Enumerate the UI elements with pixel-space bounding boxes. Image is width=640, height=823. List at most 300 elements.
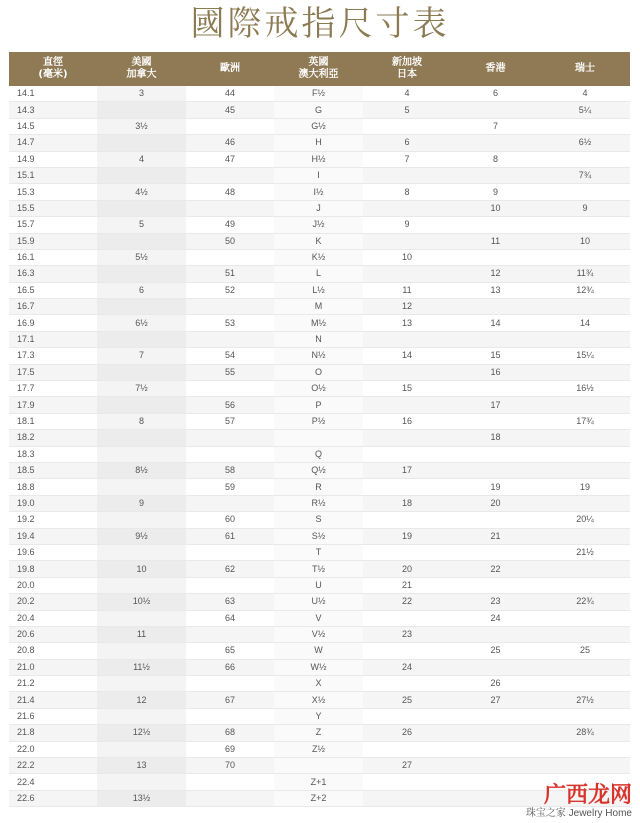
table-cell: 12¾ — [540, 282, 630, 298]
table-cell — [97, 331, 186, 347]
table-row — [9, 348, 630, 364]
table-cell: 16.9 — [9, 315, 97, 331]
table-cell — [451, 446, 540, 462]
table-cell: 65 — [186, 643, 274, 659]
table-cell: 19 — [363, 528, 451, 544]
table-cell: 67 — [186, 692, 274, 708]
table-cell: V½ — [274, 626, 363, 642]
table-cell: T½ — [274, 561, 363, 577]
table-cell — [540, 741, 630, 757]
table-cell — [451, 135, 540, 151]
column-header — [186, 52, 274, 86]
table-cell: 13 — [451, 282, 540, 298]
table-cell — [97, 266, 186, 282]
table-cell: 24 — [451, 610, 540, 626]
table-cell: 4 — [363, 86, 451, 102]
table-cell: M — [274, 299, 363, 315]
table-cell — [274, 758, 363, 774]
table-cell: P½ — [274, 413, 363, 429]
table-row — [9, 249, 630, 265]
table-cell: 19.2 — [9, 512, 97, 528]
table-cell: 16 — [363, 413, 451, 429]
table-cell: 7¾ — [540, 167, 630, 183]
table-cell: 18.1 — [9, 413, 97, 429]
column-header — [451, 52, 540, 86]
table-cell: Q½ — [274, 462, 363, 478]
table-cell — [540, 249, 630, 265]
table-cell: 64 — [186, 610, 274, 626]
table-cell: 9½ — [97, 528, 186, 544]
table-cell: 9 — [363, 217, 451, 233]
table-cell: 17.1 — [9, 331, 97, 347]
table-cell — [540, 577, 630, 593]
table-cell — [540, 118, 630, 134]
table-cell — [540, 561, 630, 577]
table-cell: 20.4 — [9, 610, 97, 626]
table-cell — [186, 577, 274, 593]
table-cell: 5 — [97, 217, 186, 233]
table-cell: 18 — [363, 495, 451, 511]
table-cell — [186, 774, 274, 790]
table-cell: 27 — [363, 758, 451, 774]
table-cell: 60 — [186, 512, 274, 528]
table-cell: 10 — [451, 200, 540, 216]
table-cell: 7½ — [97, 381, 186, 397]
table-cell: 21.2 — [9, 676, 97, 692]
table-cell: 6½ — [540, 135, 630, 151]
table-cell: 5¼ — [540, 102, 630, 118]
table-cell — [451, 659, 540, 675]
table-cell: 20¼ — [540, 512, 630, 528]
table-cell: 18 — [451, 430, 540, 446]
table-cell — [451, 741, 540, 757]
table-cell: 20.2 — [9, 594, 97, 610]
table-cell: 14.1 — [9, 86, 97, 102]
table-cell: 11 — [451, 233, 540, 249]
table-cell — [97, 299, 186, 315]
table-cell: 4½ — [97, 184, 186, 200]
table-cell — [186, 167, 274, 183]
table-cell: 15 — [363, 381, 451, 397]
table-cell: 11 — [363, 282, 451, 298]
table-cell: 70 — [186, 758, 274, 774]
table-row — [9, 413, 630, 429]
table-cell — [97, 676, 186, 692]
watermark-brand: 广西龙网 — [543, 783, 632, 808]
table-row — [9, 118, 630, 134]
table-cell: U½ — [274, 594, 363, 610]
table-cell: 14.9 — [9, 151, 97, 167]
table-cell: 17 — [363, 462, 451, 478]
table-row — [9, 495, 630, 511]
watermark-subtitle: 珠宝之家 Jewelry Home — [525, 808, 632, 819]
table-cell: 22 — [451, 561, 540, 577]
table-cell — [186, 544, 274, 560]
table-cell: W½ — [274, 659, 363, 675]
table-row — [9, 331, 630, 347]
table-cell — [186, 249, 274, 265]
table-row — [9, 217, 630, 233]
column-header — [9, 52, 97, 86]
table-cell: 55 — [186, 364, 274, 380]
table-cell — [363, 741, 451, 757]
table-row — [9, 512, 630, 528]
table-row — [9, 151, 630, 167]
table-cell — [363, 790, 451, 806]
column-header — [274, 52, 363, 86]
table-cell: 10 — [363, 249, 451, 265]
table-cell: 21.8 — [9, 725, 97, 741]
table-row — [9, 626, 630, 642]
table-cell: J — [274, 200, 363, 216]
table-cell — [451, 626, 540, 642]
table-cell — [363, 512, 451, 528]
table-row — [9, 167, 630, 183]
table-cell: 21 — [363, 577, 451, 593]
table-cell: 28¾ — [540, 725, 630, 741]
table-cell — [363, 266, 451, 282]
table-cell: 15.7 — [9, 217, 97, 233]
table-cell: X½ — [274, 692, 363, 708]
table-cell: O½ — [274, 381, 363, 397]
table-cell: 14.5 — [9, 118, 97, 134]
column-header-line: (毫米) — [38, 69, 68, 80]
table-cell: 21 — [451, 528, 540, 544]
table-cell: 20 — [363, 561, 451, 577]
table-cell — [540, 758, 630, 774]
table-cell: F½ — [274, 86, 363, 102]
table-row — [9, 446, 630, 462]
table-cell — [363, 331, 451, 347]
table-cell — [97, 233, 186, 249]
table-cell: 22 — [363, 594, 451, 610]
column-header-line: 日本 — [397, 69, 417, 80]
table-cell — [363, 200, 451, 216]
table-cell — [363, 167, 451, 183]
table-cell: 16.7 — [9, 299, 97, 315]
table-cell: X — [274, 676, 363, 692]
table-cell — [540, 528, 630, 544]
table-cell — [363, 544, 451, 560]
table-cell: 15 — [451, 348, 540, 364]
table-cell: R — [274, 479, 363, 495]
table-cell — [540, 430, 630, 446]
table-row — [9, 102, 630, 118]
table-row — [9, 135, 630, 151]
table-cell: 12 — [451, 266, 540, 282]
table-row — [9, 528, 630, 544]
table-cell: 6½ — [97, 315, 186, 331]
table-row — [9, 299, 630, 315]
table-cell: 11½ — [97, 659, 186, 675]
table-cell — [97, 708, 186, 724]
table-cell: 17¾ — [540, 413, 630, 429]
table-cell: 16½ — [540, 381, 630, 397]
table-cell: 17.3 — [9, 348, 97, 364]
table-cell: 56 — [186, 397, 274, 413]
table-row — [9, 741, 630, 757]
table-cell: N — [274, 331, 363, 347]
table-cell — [451, 462, 540, 478]
table-cell: 8½ — [97, 462, 186, 478]
table-cell — [186, 626, 274, 642]
table-cell — [451, 725, 540, 741]
table-cell: K½ — [274, 249, 363, 265]
table-cell: 12 — [363, 299, 451, 315]
table-cell — [451, 544, 540, 560]
table-cell: 18.5 — [9, 462, 97, 478]
table-row — [9, 184, 630, 200]
table-cell: 18.2 — [9, 430, 97, 446]
table-row — [9, 266, 630, 282]
table-cell: Y — [274, 708, 363, 724]
table-cell — [363, 774, 451, 790]
table-cell — [540, 708, 630, 724]
table-cell: 18.3 — [9, 446, 97, 462]
column-header-line: 新加坡 — [392, 57, 422, 68]
table-cell: 10 — [540, 233, 630, 249]
table-cell: I½ — [274, 184, 363, 200]
table-cell: 50 — [186, 233, 274, 249]
table-cell: 25 — [540, 643, 630, 659]
table-cell: 14 — [363, 348, 451, 364]
table-cell: 26 — [451, 676, 540, 692]
table-cell: 17.7 — [9, 381, 97, 397]
table-cell: 46 — [186, 135, 274, 151]
table-cell: 52 — [186, 282, 274, 298]
table-cell: 57 — [186, 413, 274, 429]
table-cell — [451, 249, 540, 265]
table-cell: 15.1 — [9, 167, 97, 183]
table-cell: 19 — [451, 479, 540, 495]
table-cell: 17 — [451, 397, 540, 413]
table-cell: W — [274, 643, 363, 659]
table-cell: 13 — [363, 315, 451, 331]
table-cell — [97, 577, 186, 593]
table-cell: H — [274, 135, 363, 151]
table-row — [9, 430, 630, 446]
table-cell — [363, 479, 451, 495]
table-cell: 23 — [363, 626, 451, 642]
table-cell — [540, 626, 630, 642]
column-header — [540, 52, 630, 86]
table-cell — [186, 200, 274, 216]
table-cell: 21.4 — [9, 692, 97, 708]
table-cell: U — [274, 577, 363, 593]
table-row — [9, 676, 630, 692]
column-header-line: 香港 — [485, 63, 506, 74]
table-cell — [186, 118, 274, 134]
table-cell: 27½ — [540, 692, 630, 708]
table-cell — [363, 118, 451, 134]
table-cell — [451, 167, 540, 183]
table-cell: 9 — [451, 184, 540, 200]
table-cell: K — [274, 233, 363, 249]
table-cell: L½ — [274, 282, 363, 298]
table-cell: 16.5 — [9, 282, 97, 298]
table-cell: T — [274, 544, 363, 560]
table-cell — [540, 331, 630, 347]
table-cell: 10½ — [97, 594, 186, 610]
table-row — [9, 479, 630, 495]
table-row — [9, 692, 630, 708]
table-row — [9, 758, 630, 774]
table-cell: 47 — [186, 151, 274, 167]
table-cell: 61 — [186, 528, 274, 544]
table-cell — [540, 446, 630, 462]
table-cell: 26 — [363, 725, 451, 741]
table-cell: 15¼ — [540, 348, 630, 364]
table-cell: J½ — [274, 217, 363, 233]
table-cell: 15.9 — [9, 233, 97, 249]
table-cell — [97, 397, 186, 413]
table-cell: 9 — [97, 495, 186, 511]
table-cell: I — [274, 167, 363, 183]
table-cell: S½ — [274, 528, 363, 544]
table-cell — [540, 217, 630, 233]
table-cell: 22.2 — [9, 758, 97, 774]
table-cell: O — [274, 364, 363, 380]
table-cell — [451, 217, 540, 233]
table-row — [9, 659, 630, 675]
table-cell: 45 — [186, 102, 274, 118]
table-cell: 23 — [451, 594, 540, 610]
table-cell: 20 — [451, 495, 540, 511]
table-cell: 6 — [363, 135, 451, 151]
table-cell: 62 — [186, 561, 274, 577]
table-cell: 14 — [540, 315, 630, 331]
table-cell — [451, 102, 540, 118]
table-cell: S — [274, 512, 363, 528]
table-cell — [363, 643, 451, 659]
table-row — [9, 577, 630, 593]
column-header-line: 美國 — [131, 57, 152, 68]
table-cell — [186, 430, 274, 446]
table-cell: 7 — [363, 151, 451, 167]
table-cell — [186, 495, 274, 511]
table-cell: G — [274, 102, 363, 118]
table-row — [9, 544, 630, 560]
table-cell — [186, 676, 274, 692]
table-cell: P — [274, 397, 363, 413]
table-row — [9, 725, 630, 741]
table-cell — [451, 299, 540, 315]
table-cell: 19 — [540, 479, 630, 495]
table-cell: 20.8 — [9, 643, 97, 659]
table-row — [9, 594, 630, 610]
table-cell: 7 — [97, 348, 186, 364]
table-cell: 18.8 — [9, 479, 97, 495]
table-cell: 10 — [97, 561, 186, 577]
table-row — [9, 462, 630, 478]
table-cell — [540, 299, 630, 315]
table-row — [9, 381, 630, 397]
table-cell — [97, 741, 186, 757]
table-cell: 3½ — [97, 118, 186, 134]
table-cell: 11 — [97, 626, 186, 642]
page-title: 國際戒指尺寸表 — [190, 4, 450, 44]
table-cell: 51 — [186, 266, 274, 282]
table-cell — [540, 610, 630, 626]
table-cell: 44 — [186, 86, 274, 102]
table-cell — [363, 364, 451, 380]
table-cell: 14 — [451, 315, 540, 331]
table-cell: 16.3 — [9, 266, 97, 282]
table-cell: 17.9 — [9, 397, 97, 413]
table-cell: 8 — [363, 184, 451, 200]
table-cell: G½ — [274, 118, 363, 134]
table-row — [9, 610, 630, 626]
table-cell: 68 — [186, 725, 274, 741]
table-cell — [97, 446, 186, 462]
table-cell — [540, 659, 630, 675]
table-cell: 4 — [97, 151, 186, 167]
table-cell — [451, 512, 540, 528]
table-cell: 58 — [186, 462, 274, 478]
table-cell — [186, 446, 274, 462]
column-header-line: 英國 — [308, 57, 329, 68]
table-cell: 21.0 — [9, 659, 97, 675]
table-cell: 9 — [540, 200, 630, 216]
table-cell: 3 — [97, 86, 186, 102]
table-cell — [186, 331, 274, 347]
table-cell — [97, 364, 186, 380]
table-cell: 15.3 — [9, 184, 97, 200]
table-cell: 13½ — [97, 790, 186, 806]
column-header-line: 澳大利亞 — [298, 69, 339, 80]
table-cell: 21½ — [540, 544, 630, 560]
table-cell — [540, 676, 630, 692]
table-cell: 24 — [363, 659, 451, 675]
column-header-line: 歐洲 — [220, 63, 240, 74]
table-cell: 6 — [451, 86, 540, 102]
table-cell — [97, 167, 186, 183]
table-row — [9, 233, 630, 249]
table-cell: 22¾ — [540, 594, 630, 610]
table-cell — [97, 430, 186, 446]
table-row — [9, 86, 630, 102]
table-cell: 19.8 — [9, 561, 97, 577]
table-cell — [540, 364, 630, 380]
table-row — [9, 708, 630, 724]
table-cell: 59 — [186, 479, 274, 495]
table-cell: 27 — [451, 692, 540, 708]
table-cell — [451, 577, 540, 593]
table-cell: 14.7 — [9, 135, 97, 151]
table-cell — [97, 479, 186, 495]
table-cell: 4 — [540, 86, 630, 102]
table-cell — [274, 430, 363, 446]
table-cell: 8 — [97, 413, 186, 429]
table-cell: M½ — [274, 315, 363, 331]
table-row — [9, 643, 630, 659]
table-cell: 22.6 — [9, 790, 97, 806]
table-cell: 19.4 — [9, 528, 97, 544]
table-cell: L — [274, 266, 363, 282]
table-cell: 48 — [186, 184, 274, 200]
table-cell: 20.0 — [9, 577, 97, 593]
table-cell: 8 — [451, 151, 540, 167]
table-cell — [97, 544, 186, 560]
table-cell: 53 — [186, 315, 274, 331]
watermark — [526, 784, 632, 820]
table-cell — [97, 774, 186, 790]
table-cell: 5½ — [97, 249, 186, 265]
table-row — [9, 397, 630, 413]
table-cell — [363, 446, 451, 462]
table-cell: 16.1 — [9, 249, 97, 265]
table-cell: Z+2 — [274, 790, 363, 806]
